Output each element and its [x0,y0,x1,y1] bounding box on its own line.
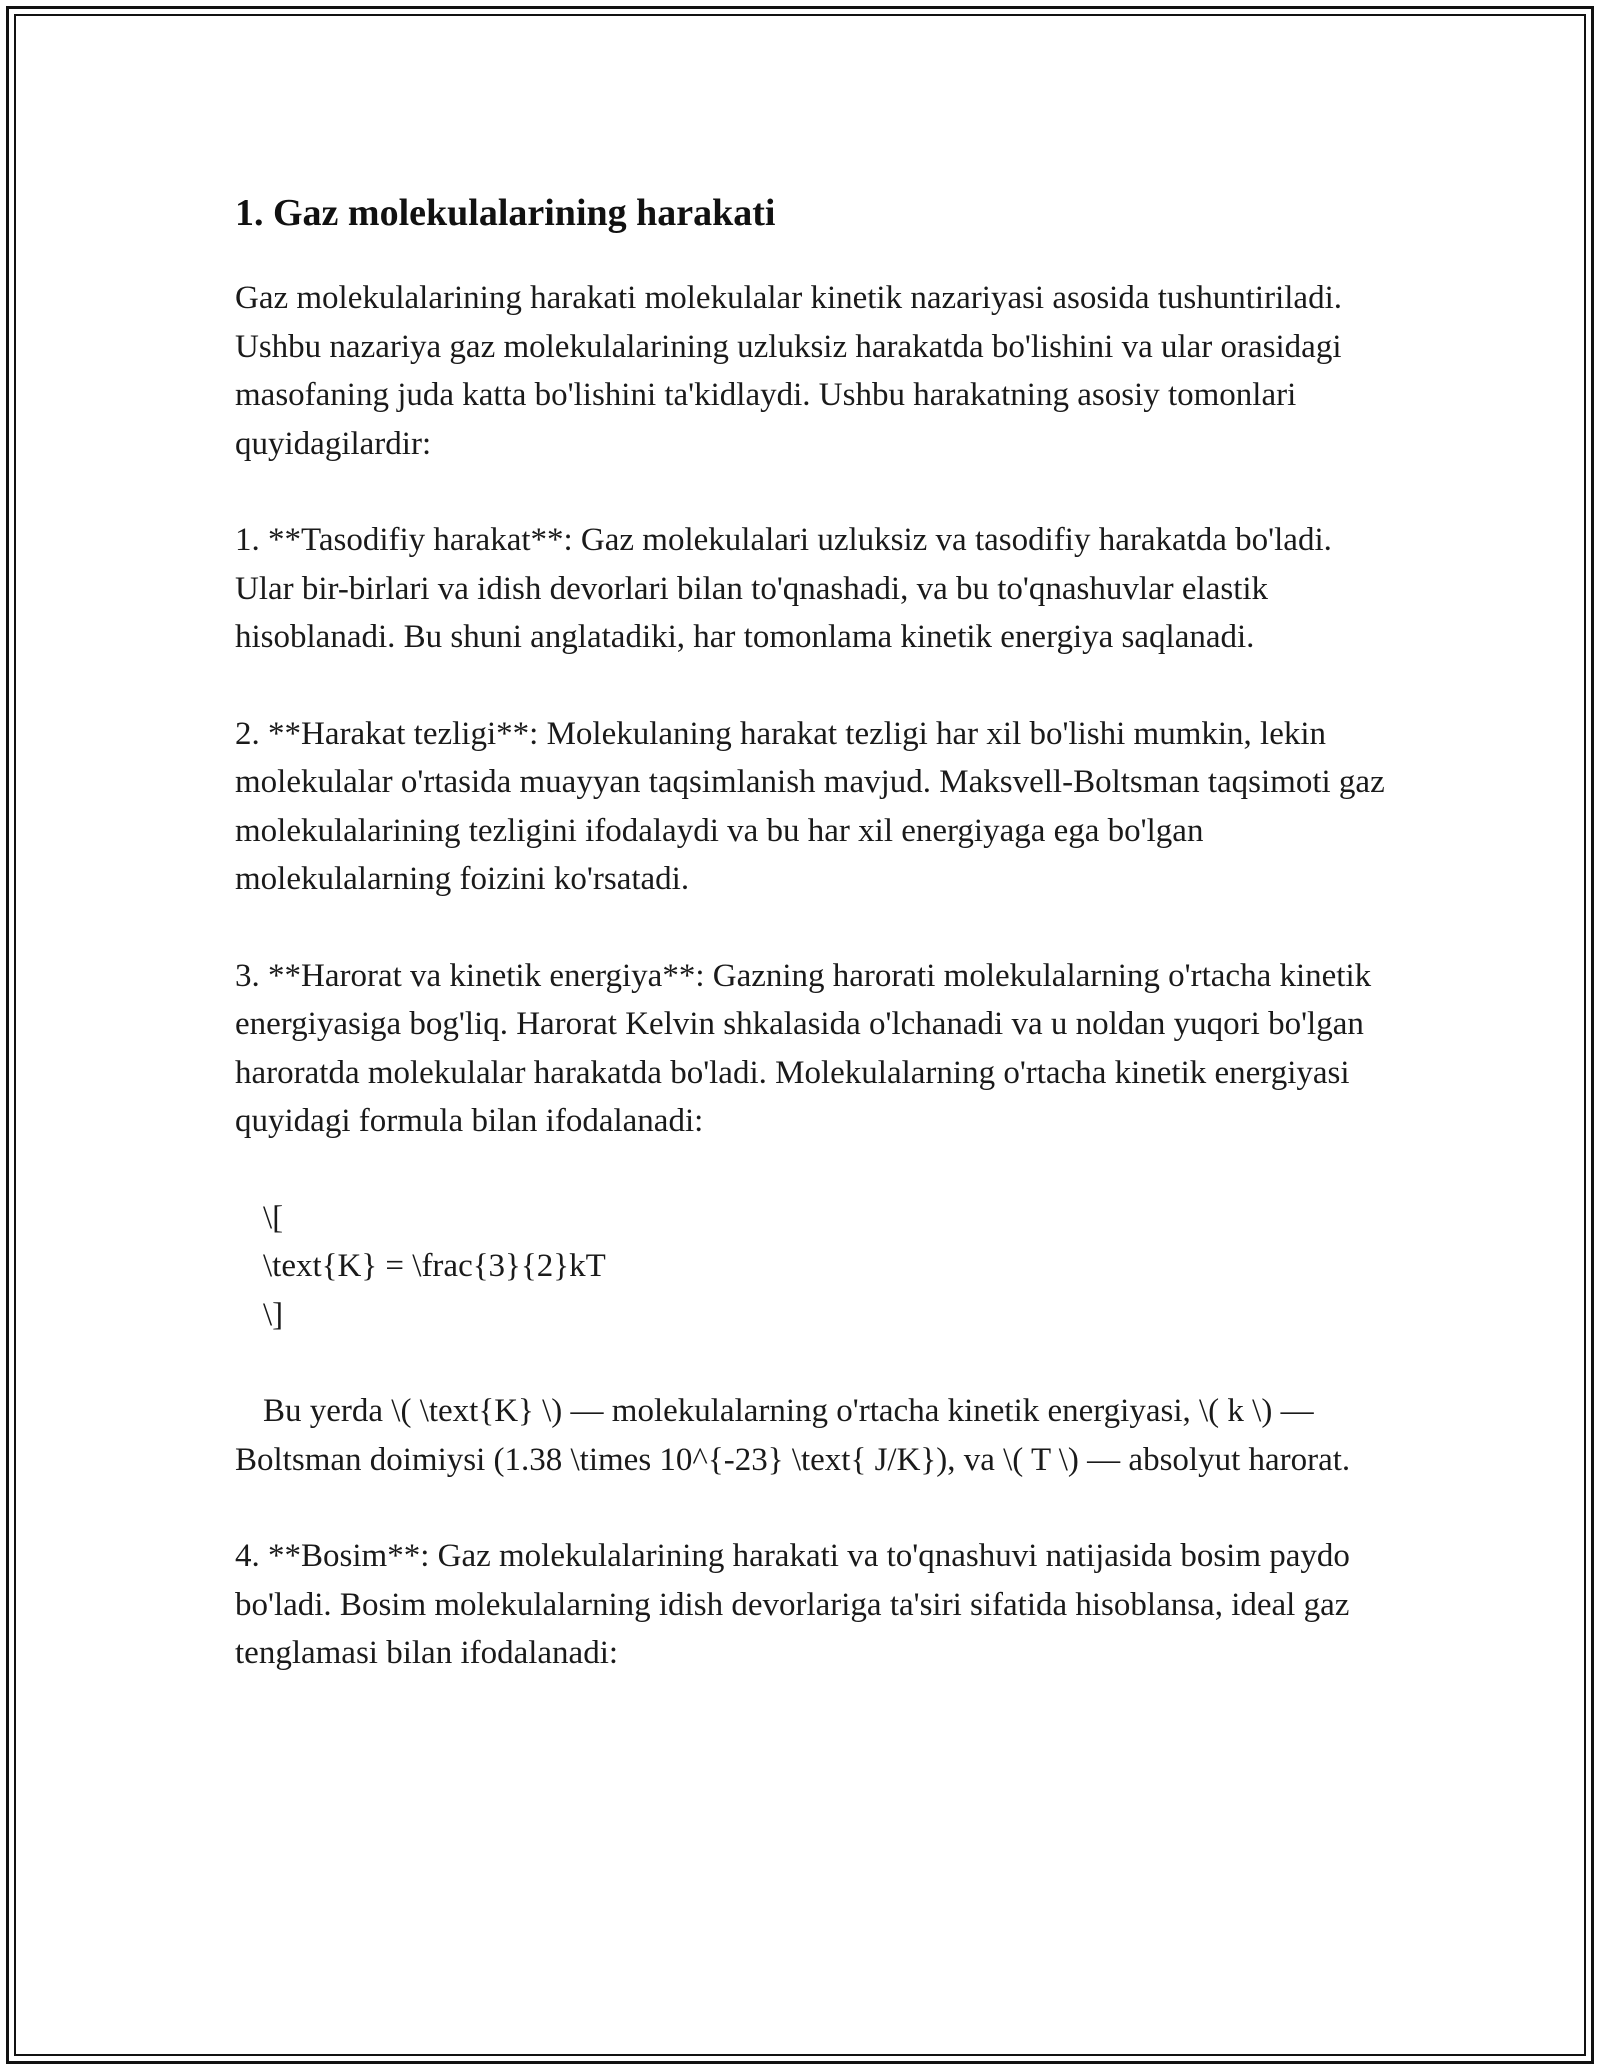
formula-explanation: Bu yerda \( \text{K} \) — molekulalarning o'rtacha kinetik energiyasi, \( k \) — Boltsman doimiysi (1.38 \times 10^{-23} \text{ J/K}), va \( T \) — absolyut harorat. [235,1393,1351,1478]
list-item-temperature-energy: 3. **Harorat va kinetik energiya**: Gazning harorati molekulalarning o'rtacha kinetik energiyasiga bog'liq. Harorat Kelvin shkalasida o'lchanadi va u noldan yuqori bo'lgan haroratda molekulalar harakatda bo'ladi. Molekulalarning o'rtacha kinetik energiyasi quyidagi formula bilan ifodalanadi: [235,957,1372,1139]
list-item-motion-speed: 2. **Harakat tezligi**: Molekulaning harakat tezligi har xil bo'lishi mumkin, lekin molekulalar o'rtasida muayyan taqsimlanish mavjud. Maksvell-Boltsman taqsimoti gaz molekulalarining tezligini ifodalaydi va bu har xil energiyaga ega bo'lgan molekulalarning foizini ko'rsatadi. [235,715,1385,897]
formula-line-close: \] [263,1296,284,1333]
intro-paragraph: Gaz molekulalarining harakati molekulalar kinetik nazariyasi asosida tushuntiriladi. Ushbu nazariya gaz molekulalarining uzluksiz harakatda bo'lishini va ular orasidagi masofaning juda katta bo'lishini ta'kidlaydi. Ushbu harakatning asosiy tomonlari quyidagilardir: [235,280,1342,462]
document-body [235,185,1385,1726]
list-item-pressure: 4. **Bosim**: Gaz molekulalarining harakati va to'qnashuvi natijasida bosim paydo bo'ladi. Bosim molekulalarning idish devorlariga ta'siri sifatida hisoblansa, ideal gaz tenglamasi bilan ifodalanadi: [235,1538,1350,1671]
formula-line-equation: \text{K} = \frac{3}{2}kT [263,1248,606,1284]
list-item-random-motion: 1. **Tasodifiy harakat**: Gaz molekulalari uzluksiz va tasodifiy harakatda bo'ladi. Ular bir-birlari va idish devorlari bilan to'qnashadi, va bu to'qnashuvlar elastik hisoblanadi. Bu shuni anglatadiki, har tomonlama kinetik energiya saqlanadi. [235,522,1332,655]
formula-line-open: \[ [263,1199,284,1236]
section-heading: 1. Gaz molekulalarining harakati [235,192,776,234]
formula-block [235,1194,1385,1340]
